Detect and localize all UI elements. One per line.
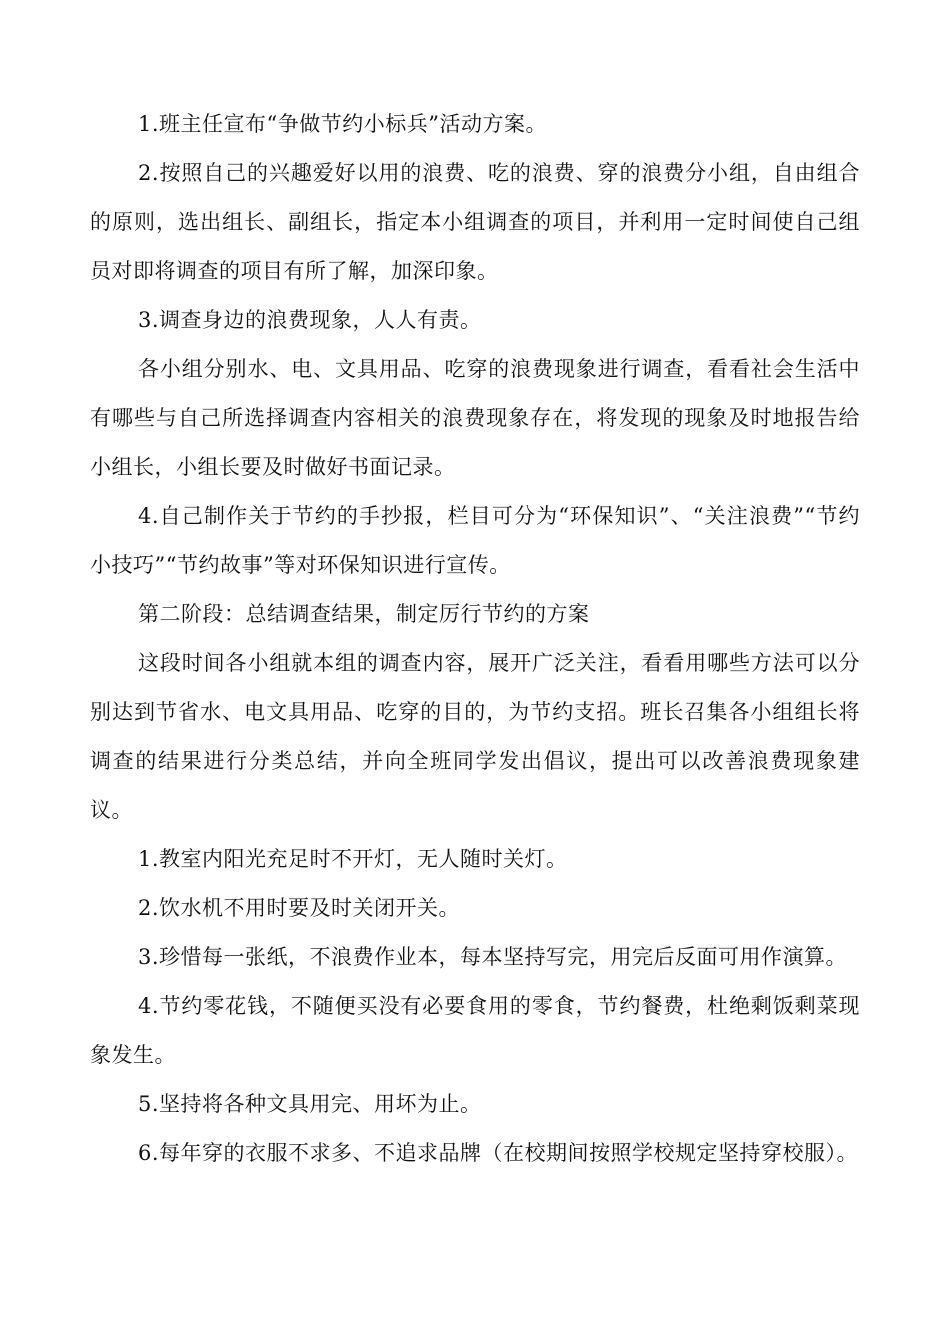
paragraph-4: 各小组分别水、电、文具用品、吃穿的浪费现象进行调查，看看社会生活中有哪些与自己所选择调查内容相关的浪费现象存在，将发现的现象及时地报告给小组长，小组长要及时做好书面记录。: [90, 357, 860, 479]
paragraph-7: 这段时间各小组就本组的调查内容，展开广泛关注，看看用哪些方法可以分别达到节省水、电文具用品、吃穿的目的，为节约支招。班长召集各小组组长将调查的结果进行分类总结，并向全班同学发出倡议，提出可以改善浪费现象建议。: [90, 651, 860, 822]
paragraph-13: 6.每年穿的衣服不求多、不追求品牌（在校期间按照学校规定坚持穿校服）。: [138, 1141, 859, 1165]
paragraph-2: 2.按照自己的兴趣爱好以用的浪费、吃的浪费、穿的浪费分小组，自由组合的原则，选出组长、副组长，指定本小组调查的项目，并利用一定时间使自己组员对即将调查的项目有所了解，加深印象。: [90, 161, 860, 283]
paragraph-11: 4.节约零花钱，不随便买没有必要食用的零食，节约餐费，杜绝剩饭剩菜现象发生。: [90, 994, 860, 1067]
paragraph-5: 4.自己制作关于节约的手抄报，栏目可分为“环保知识”、“关注浪费”“节约小技巧”“节约故事”等对环保知识进行宣传。: [90, 504, 860, 577]
paragraph-10: 3.珍惜每一张纸，不浪费作业本，每本坚持写完，用完后反面可用作演算。: [138, 945, 848, 969]
paragraph-12: 5.坚持将各种文具用完、用坏为止。: [138, 1092, 482, 1116]
paragraph-1: 1.班主任宣布“争做节约小标兵”活动方案。: [138, 112, 548, 136]
paragraph-3: 3.调查身边的浪费现象，人人有责。: [138, 308, 482, 332]
paragraph-8: 1.教室内阳光充足时不开灯，无人随时关灯。: [138, 847, 568, 871]
paragraph-9: 2.饮水机不用时要及时关闭开关。: [138, 896, 461, 920]
section-heading: 第二阶段：总结调查结果，制定厉行节约的方案: [138, 602, 590, 626]
document-body: [90, 100, 860, 1178]
